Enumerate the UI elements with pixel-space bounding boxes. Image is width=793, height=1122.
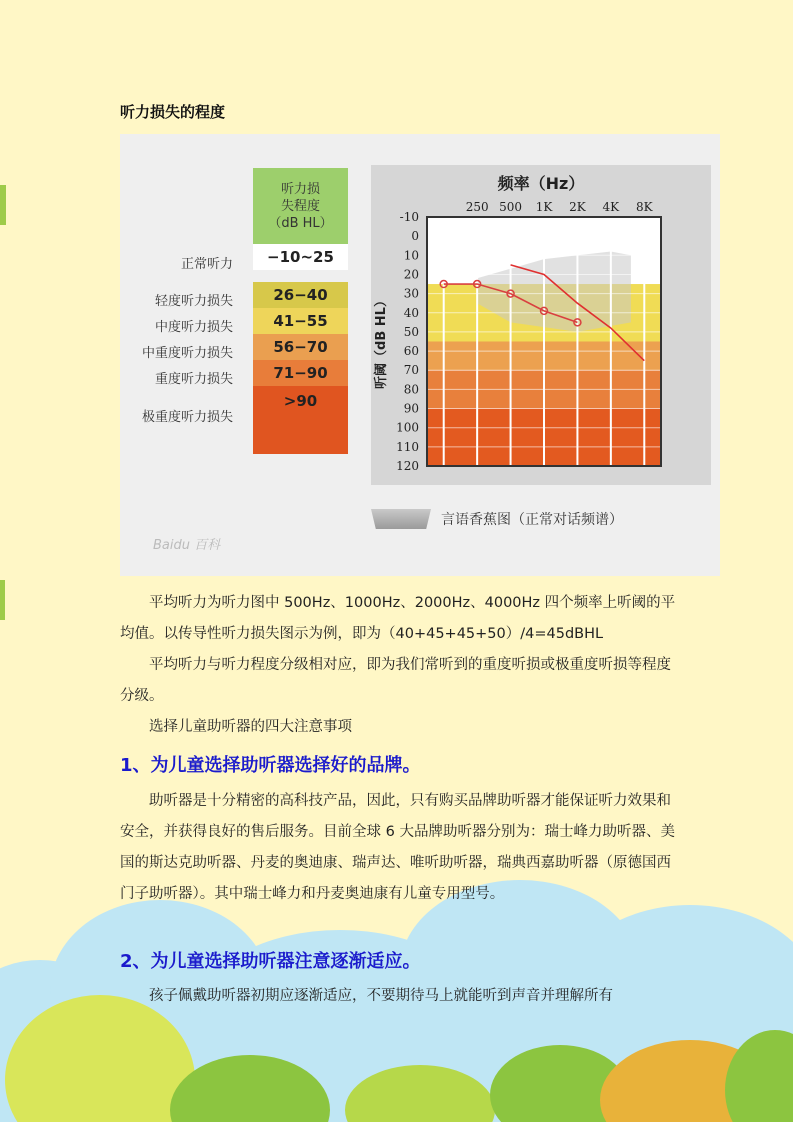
- hearing-loss-legend-table: [253, 168, 348, 454]
- audiogram-chart: [371, 165, 711, 485]
- legend-range: 41−55: [273, 312, 328, 330]
- y-tick-label: 10: [403, 248, 419, 263]
- y-tick-label: -10: [399, 210, 419, 224]
- image-watermark: Baidu 百科: [153, 538, 221, 553]
- y-tick-label: 80: [403, 382, 419, 397]
- y-tick-label: 70: [403, 363, 419, 378]
- x-tick-label: 4K: [602, 200, 620, 214]
- chart-title: 频率（Hz）: [497, 174, 585, 193]
- section-title-adaptation: 2、为儿童选择助听器注意逐渐适应。: [120, 951, 421, 972]
- legend-row-moderately-severe: [253, 334, 348, 360]
- legend-name-moderate: 中度听力损失: [154, 320, 233, 335]
- y-tick-label: 0: [411, 229, 419, 244]
- legend-name-normal: 正常听力: [180, 257, 233, 272]
- paragraph-average-hearing: 平均听力为听力图中 500Hz、1000Hz、2000Hz、4000Hz 四个频率上听阈的平均值。以传导性听力损失图示为例，即为（40+45+45+50）/4=45dBHL: [120, 595, 676, 642]
- legend-range: 71−90: [273, 364, 328, 382]
- y-tick-label: 110: [396, 439, 419, 454]
- legend-name-mild: 轻度听力损失: [154, 294, 233, 309]
- y-axis-label: 听阈（dB HL）: [374, 294, 389, 389]
- section-title-brand: 1、为儿童选择助听器选择好的品牌。: [120, 755, 421, 776]
- x-tick-label: 1K: [535, 200, 553, 214]
- paragraph-adaptation: 孩子佩戴助听器初期应逐渐适应，不要期待马上就能听到声音并理解所有: [149, 988, 613, 1004]
- speech-banana-label: 言语香蕉图（正常对话频谱）: [441, 512, 623, 528]
- legend-range: −10~25: [267, 248, 334, 266]
- x-tick-label: 500: [499, 200, 523, 214]
- legend-header: 听力损 失程度 （dB HL）: [253, 168, 348, 244]
- y-tick-label: 100: [396, 420, 419, 435]
- x-tick-label: 8K: [635, 200, 653, 214]
- y-tick-label: 30: [403, 286, 419, 301]
- y-tick-label: 60: [403, 344, 419, 359]
- paragraph-four-tips: 选择儿童助听器的四大注意事项: [149, 719, 352, 735]
- y-tick-label: 50: [403, 324, 419, 339]
- x-tick-label: 250: [465, 200, 489, 214]
- y-tick-label: 20: [403, 267, 419, 282]
- speech-banana-swatch: [371, 509, 431, 529]
- legend-row-moderate: [253, 308, 348, 334]
- x-tick-label: 2K: [569, 200, 586, 214]
- legend-range: >90: [283, 392, 318, 410]
- y-tick-label: 120: [396, 459, 419, 473]
- y-tick-label: 90: [403, 401, 419, 416]
- legend-range: 26−40: [273, 286, 328, 304]
- paragraph-brands: 助听器是十分精密的高科技产品，因此，只有购买品牌助听器才能保证听力效果和安全，并获得良好的售后服务。目前全球 6 大品牌助听器分别为：瑞士峰力助听器、美国的斯达克助听器、丹麦的奥迪康、瑞声达、唯听助听器，瑞典西嘉助听器（原德国西门子助听器）。其中瑞士峰力和丹麦奥迪康有儿童专用型号。: [120, 793, 675, 902]
- y-tick-label: 40: [403, 305, 419, 320]
- paragraph-grading: 平均听力与听力程度分级相对应，即为我们常听到的重度听损或极重度听损等程度分级。: [120, 657, 671, 704]
- legend-row-profound: [253, 386, 348, 454]
- audiogram-svg: [371, 165, 711, 485]
- section-heading: 听力损失的程度: [120, 103, 226, 121]
- legend-name-moderately-severe: 中重度听力损失: [141, 346, 233, 361]
- legend-row-normal: [253, 244, 348, 270]
- legend-row-mild: [253, 282, 348, 308]
- speech-banana-legend: [371, 509, 623, 529]
- hearing-loss-figure: [120, 134, 720, 576]
- legend-row-severe: [253, 360, 348, 386]
- legend-name-profound: 极重度听力损失: [141, 410, 233, 425]
- legend-name-severe: 重度听力损失: [154, 372, 233, 387]
- legend-range: 56−70: [273, 338, 328, 356]
